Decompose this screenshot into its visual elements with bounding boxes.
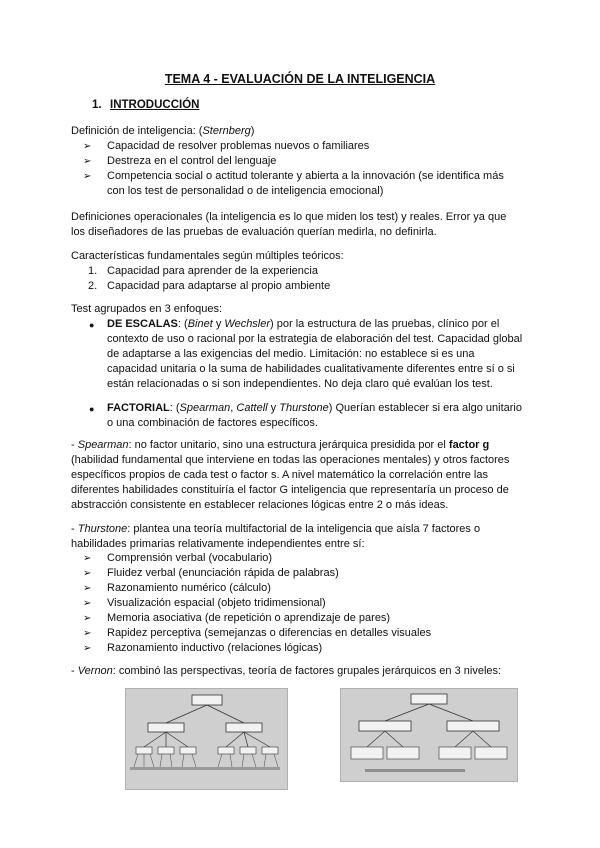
bullet-dot-icon: ● <box>89 404 95 414</box>
paragraph-line: o una combinación de factores específicos. <box>107 417 318 429</box>
list-item: Razonamiento numérico (cálculo) <box>107 582 271 594</box>
list-item: Competencia social o actitud tolerante y abierta a la innovación (se identifica más <box>107 170 504 182</box>
list-item-continuation: con los test de personalidad o de inteligencia emocional) <box>107 185 384 197</box>
list-item: Capacidad para adaptarse al propio ambiente <box>107 280 331 292</box>
arrow-bullet-icon: ➢ <box>83 643 92 654</box>
paragraph-line: diferentes habilidades constituiría el factor G inteligencia que representaría un proceso de <box>71 484 509 496</box>
approach-factorial: FACTORIAL: (Spearman, Cattell y Thurstone) Querían establecer si era algo unitario <box>107 402 522 414</box>
list-item: Visualización espacial (objeto tridimensional) <box>107 597 326 609</box>
paragraph-line: específicos propios de cada test o factor s. A nivel matemático la correlación entre las <box>71 469 488 481</box>
arrow-bullet-icon: ➢ <box>83 141 92 152</box>
approaches-heading: Test agrupados en 3 enfoques: <box>71 303 223 315</box>
list-number: 1. <box>88 265 98 277</box>
list-number: 2. <box>88 280 98 292</box>
vernon-hierarchy-diagram-2 <box>340 688 518 782</box>
author-sternberg: Sternberg <box>202 125 251 137</box>
paragraph-line: (habilidad fundamental que interviene en todas las operaciones mentales) y otros factores <box>71 454 510 466</box>
vernon-hierarchy-diagram-1 <box>125 688 288 790</box>
paragraph-line: capacidad unitaria o la suma de habilidades cualitativamente diferentes entre sí o si <box>107 363 515 375</box>
list-item: Memoria asociativa (de repetición o aprendizaje de pares) <box>107 612 391 624</box>
list-item: Rapidez perceptiva (semejanzas o diferencias en detalles visuales <box>107 627 432 639</box>
paragraph-line: contexto de uso o racional por la estrategia de elaboración del test. Capacidad global <box>107 333 523 345</box>
arrow-bullet-icon: ➢ <box>83 156 92 167</box>
paragraph-line: los diseñadores de las pruebas de evaluación querían medirla, no definirla. <box>71 226 437 238</box>
section-label: INTRODUCCIÓN <box>110 99 200 111</box>
paragraph-line: abstracción consistente en establecer relaciones lógicas entre 2 o más ideas. <box>71 499 449 511</box>
paragraph-line: de adaptarse a las exigencias del medio. Limitación: no establece si es una <box>107 348 475 360</box>
spearman-paragraph: - Spearman: no factor unitario, sino una estructura jerárquica presidida por el factor g <box>71 439 490 451</box>
paragraph-line: están relacionadas o si son independientes. No deja claro qué evalúan los test. <box>107 378 493 390</box>
paragraph-line: habilidades primarias relativamente independientes entre sí: <box>71 538 365 550</box>
paragraph-line: Definiciones operacionales (la inteligencia es lo que miden los test) y reales. Error ya que <box>71 211 507 223</box>
arrow-bullet-icon: ➢ <box>83 568 92 579</box>
arrow-bullet-icon: ➢ <box>83 583 92 594</box>
definition-heading: Definición de inteligencia: (Sternberg) <box>71 125 255 137</box>
list-item: Destreza en el control del lenguaje <box>107 155 277 167</box>
vernon-paragraph: - Vernon: combinó las perspectivas, teoría de factores grupales jerárquicos en 3 niveles: <box>71 665 502 677</box>
list-item: Capacidad para aprender de la experiencia <box>107 265 318 277</box>
page-title: TEMA 4 - EVALUACIÓN DE LA INTELIGENCIA <box>164 72 436 86</box>
arrow-bullet-icon: ➢ <box>83 628 92 639</box>
list-item: Capacidad de resolver problemas nuevos o familiares <box>107 140 370 152</box>
bullet-dot-icon: ● <box>89 320 95 330</box>
thurstone-paragraph: - Thurstone: plantea una teoría multifactorial de la inteligencia que aísla 7 factores o <box>71 523 481 535</box>
list-item: Fluidez verbal (enunciación rápida de palabras) <box>107 567 339 579</box>
tree-diagram-image <box>341 689 517 781</box>
list-item: Razonamiento inductivo (relaciones lógicas) <box>107 642 323 654</box>
arrow-bullet-icon: ➢ <box>83 598 92 609</box>
characteristics-heading: Características fundamentales según múltiples teóricos: <box>71 250 344 262</box>
list-item: Comprensión verbal (vocabulario) <box>107 552 273 564</box>
arrow-bullet-icon: ➢ <box>83 553 92 564</box>
approach-escalas: DE ESCALAS: (Binet y Wechsler) por la estructura de las pruebas, clínico por el <box>107 318 500 330</box>
section-heading <box>92 99 199 111</box>
section-number: 1. <box>92 99 102 111</box>
arrow-bullet-icon: ➢ <box>83 171 92 182</box>
arrow-bullet-icon: ➢ <box>83 613 92 624</box>
tree-diagram-image <box>126 689 287 789</box>
